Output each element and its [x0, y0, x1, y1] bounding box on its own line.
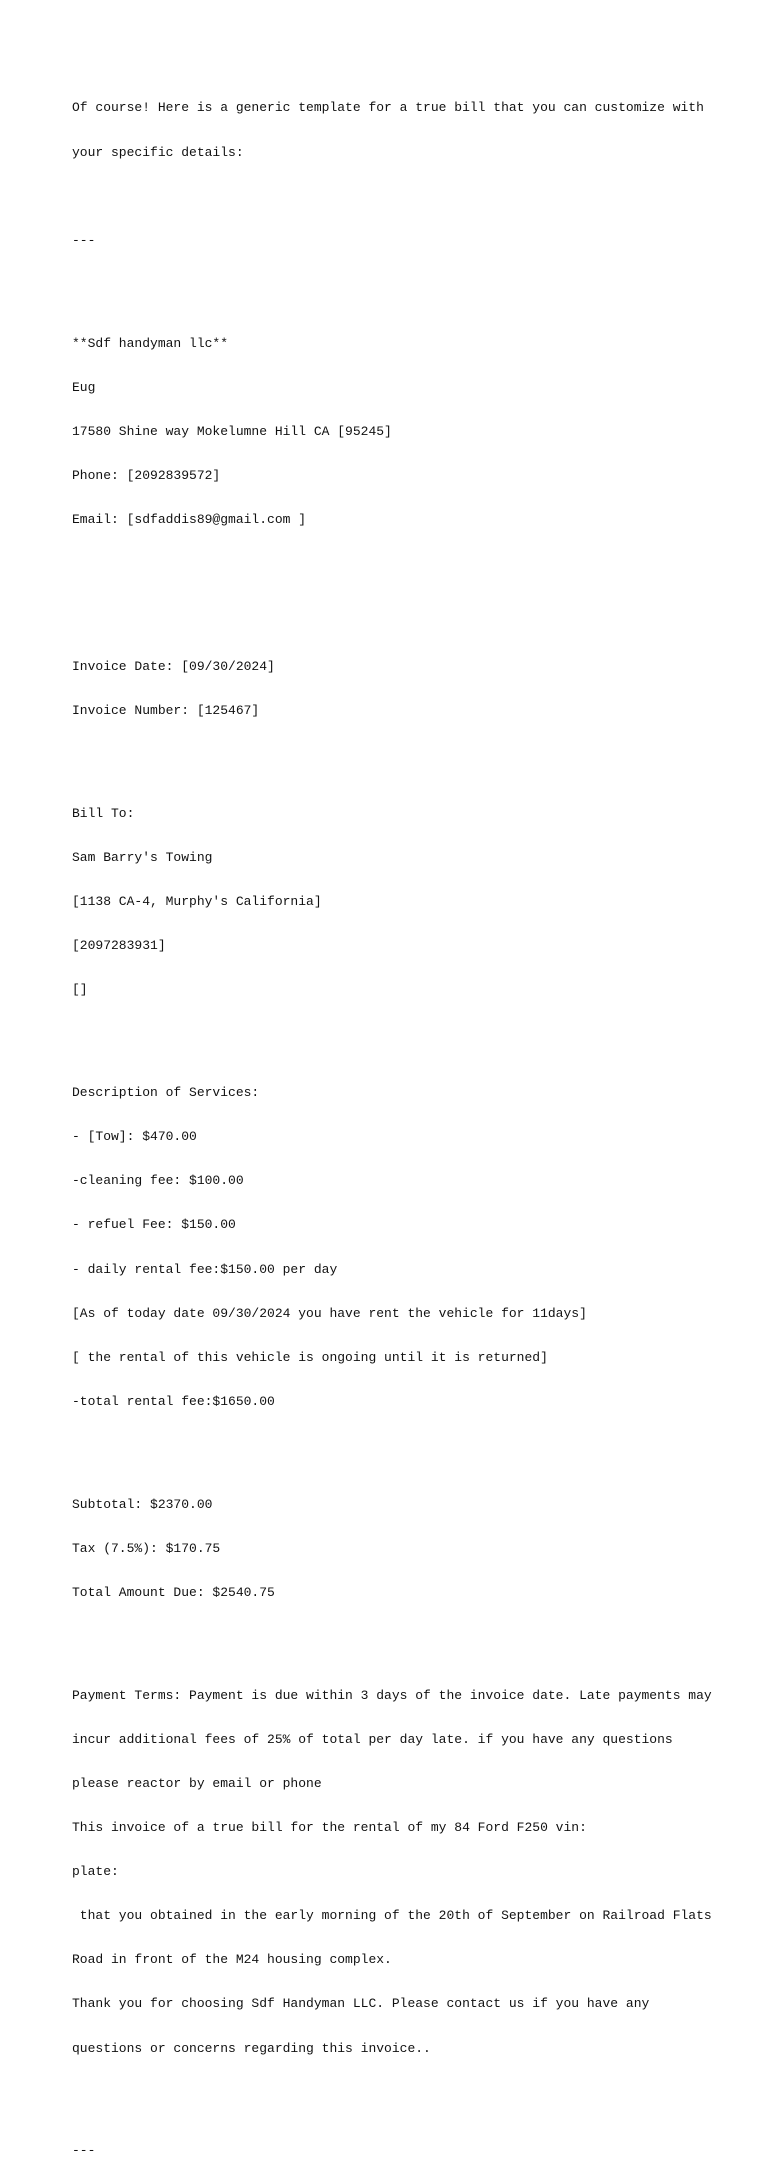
terms-line: Payment Terms: Payment is due within 3 days of the invoice date. Late payments may: [72, 1687, 712, 1703]
terms-line: Road in front of the M24 housing complex.: [72, 1952, 392, 1968]
terms-line: plate:: [72, 1864, 119, 1880]
subtotal: Subtotal: $2370.00: [72, 1496, 213, 1512]
bill-to-heading: Bill To:: [72, 805, 135, 821]
terms-line: Thank you for choosing Sdf Handyman LLC. Please contact us if you have any: [72, 1996, 650, 2012]
spacer: [72, 190, 712, 205]
terms-line: questions or concerns regarding this invoice..: [72, 2040, 431, 2056]
business-name: **Sdf handyman llc**: [72, 335, 229, 351]
business-email: Email: [sdfaddis89@gmail.com ]: [72, 511, 307, 527]
bill-to-extra: []: [72, 982, 88, 998]
invoice-number: Invoice Number: [125467]: [72, 703, 260, 719]
separator-bottom: ---: [72, 2143, 96, 2159]
terms-line: This invoice of a true bill for the rental of my 84 Ford F250 vin:: [72, 1820, 587, 1836]
invoice-document: [72, 72, 712, 2174]
service-line: [ the rental of this vehicle is ongoing until it is returned]: [72, 1349, 548, 1365]
invoice-date: Invoice Date: [09/30/2024]: [72, 658, 275, 674]
bill-to-name: Sam Barry's Towing: [72, 850, 213, 866]
spacer: [72, 748, 712, 763]
spacer: [72, 2086, 712, 2101]
spacer: [72, 278, 712, 293]
service-line: - [Tow]: $470.00: [72, 1129, 197, 1145]
terms-line: incur additional fees of 25% of total per day late. if you have any questions: [72, 1731, 673, 1747]
services-heading: Description of Services:: [72, 1085, 260, 1101]
bill-to-address: [1138 CA-4, Murphy's California]: [72, 894, 322, 910]
terms-line: please reactor by email or phone: [72, 1776, 322, 1791]
business-address: 17580 Shine way Mokelumne Hill CA [95245]: [72, 423, 392, 439]
spacer: [72, 1439, 712, 1454]
bill-to-phone: [2097283931]: [72, 938, 166, 954]
business-contact-name: Eug: [72, 379, 96, 395]
spacer: [72, 601, 712, 616]
intro-line-1: Of course! Here is a generic template for a true bill that you can customize with: [72, 100, 704, 116]
spacer: [72, 557, 712, 572]
separator-top: ---: [72, 232, 96, 248]
service-line: [As of today date 09/30/2024 you have rent the vehicle for 11days]: [72, 1305, 587, 1321]
service-line: - daily rental fee:$150.00 per day: [72, 1261, 338, 1277]
intro-line-2: your specific details:: [72, 144, 244, 160]
service-line: - refuel Fee: $150.00: [72, 1217, 236, 1233]
spacer: [72, 1027, 712, 1042]
service-line: -cleaning fee: $100.00: [72, 1173, 244, 1189]
spacer: [72, 1630, 712, 1645]
business-phone: Phone: [2092839572]: [72, 467, 221, 483]
total-amount-due: Total Amount Due: $2540.75: [72, 1584, 275, 1600]
service-line: -total rental fee:$1650.00: [72, 1393, 275, 1409]
tax: Tax (7.5%): $170.75: [72, 1540, 221, 1556]
terms-line: that you obtained in the early morning of the 20th of September on Railroad Flats: [72, 1908, 712, 1924]
